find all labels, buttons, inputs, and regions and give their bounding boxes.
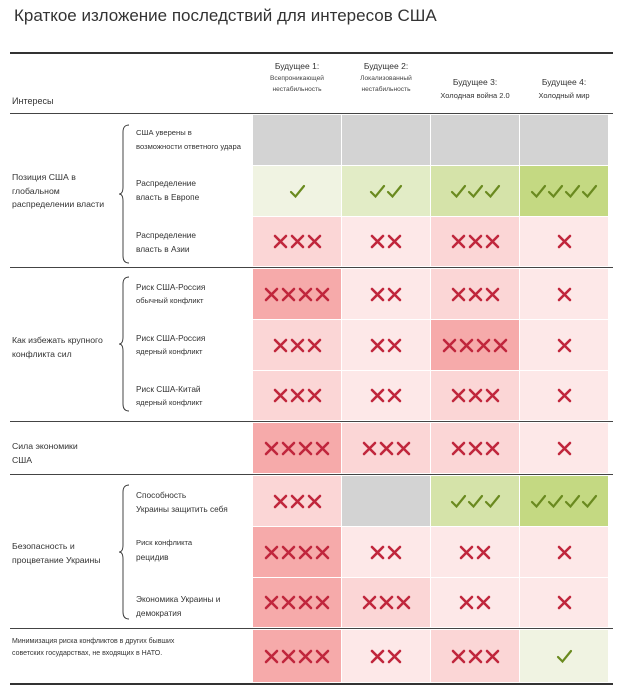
top-rule bbox=[10, 52, 613, 54]
cross-icon bbox=[450, 649, 467, 664]
grid-cell bbox=[253, 527, 341, 577]
cross-icon bbox=[280, 595, 297, 610]
group-label-avoid-conflict: Как избежать крупного конфликта сил bbox=[12, 335, 103, 359]
grid-cell bbox=[431, 320, 519, 370]
grid-cell bbox=[342, 630, 430, 682]
group-label-ukraine: Безопасность и процветание Украины bbox=[12, 541, 101, 565]
row-label-line: Экономика Украины и bbox=[136, 594, 221, 604]
cross-icon bbox=[280, 441, 297, 456]
cross-icon bbox=[306, 388, 323, 403]
grid-cell bbox=[342, 527, 430, 577]
grid-cell bbox=[520, 115, 608, 165]
row-label-line: США уверены в bbox=[136, 128, 192, 137]
row-label-europe bbox=[136, 176, 251, 204]
cross-icon bbox=[314, 441, 331, 456]
group-rule bbox=[10, 421, 613, 422]
grid-cell bbox=[253, 578, 341, 627]
row-label-us-russia-conv bbox=[136, 280, 251, 308]
cross-icon bbox=[263, 287, 280, 302]
grid-cell bbox=[342, 269, 430, 319]
cross-icon bbox=[467, 441, 484, 456]
cross-icon bbox=[314, 287, 331, 302]
row-label-retaliation bbox=[136, 126, 251, 154]
row-label-relapse bbox=[136, 536, 251, 564]
cross-icon bbox=[280, 545, 297, 560]
cross-icon bbox=[386, 649, 403, 664]
cross-icon bbox=[289, 234, 306, 249]
row-label-line: Риск США-Россия bbox=[136, 333, 206, 343]
cross-icon bbox=[386, 545, 403, 560]
cross-icon bbox=[272, 338, 289, 353]
cross-icon bbox=[297, 441, 314, 456]
cross-icon bbox=[484, 649, 501, 664]
cross-icon bbox=[467, 388, 484, 403]
check-icon bbox=[547, 494, 564, 509]
grid-cell bbox=[520, 166, 608, 216]
cross-icon bbox=[306, 338, 323, 353]
bottom-rule bbox=[10, 683, 613, 685]
cross-icon bbox=[263, 441, 280, 456]
cross-icon bbox=[297, 595, 314, 610]
grid-cell bbox=[342, 115, 430, 165]
cross-icon bbox=[386, 388, 403, 403]
grid-cell bbox=[431, 269, 519, 319]
cross-icon bbox=[475, 545, 492, 560]
cross-icon bbox=[263, 649, 280, 664]
cross-icon bbox=[450, 388, 467, 403]
grid-cell bbox=[520, 423, 608, 473]
cross-icon bbox=[272, 234, 289, 249]
grid-cell bbox=[431, 476, 519, 526]
grid-cell bbox=[431, 630, 519, 682]
cross-icon bbox=[556, 545, 573, 560]
future-2-desc-2: нестабильность bbox=[361, 86, 411, 93]
row-label-line: возможности ответного удара bbox=[136, 142, 241, 151]
check-icon bbox=[467, 184, 484, 199]
row-label-line: Риск США-Китай bbox=[136, 384, 201, 394]
check-icon bbox=[530, 494, 547, 509]
cross-icon bbox=[556, 388, 573, 403]
row-label-line: ядерный конфликт bbox=[136, 347, 203, 356]
cross-icon bbox=[386, 234, 403, 249]
cross-icon bbox=[361, 595, 378, 610]
grid-cell bbox=[520, 217, 608, 266]
cross-icon bbox=[475, 595, 492, 610]
future-3-desc: Холодная война 2.0 bbox=[440, 91, 510, 100]
grid-cell bbox=[431, 578, 519, 627]
check-icon bbox=[556, 649, 573, 664]
future-1-desc-2: нестабильность bbox=[272, 86, 322, 93]
cross-icon bbox=[361, 441, 378, 456]
cross-icon bbox=[378, 441, 395, 456]
row-label-line: Украины защитить себя bbox=[136, 504, 228, 514]
cross-icon bbox=[280, 287, 297, 302]
check-icon bbox=[289, 184, 306, 199]
grid-cell bbox=[342, 371, 430, 420]
group-rule bbox=[10, 628, 613, 629]
row-label-asia bbox=[136, 228, 251, 256]
cross-icon bbox=[297, 287, 314, 302]
grid-cell bbox=[253, 630, 341, 682]
cross-icon bbox=[297, 545, 314, 560]
cross-icon bbox=[314, 545, 331, 560]
group-label-economy: Сила экономики США bbox=[12, 441, 78, 465]
grid-cell bbox=[431, 115, 519, 165]
check-icon bbox=[484, 184, 501, 199]
grid-cell bbox=[520, 320, 608, 370]
cross-icon bbox=[556, 234, 573, 249]
cross-icon bbox=[467, 287, 484, 302]
cross-icon bbox=[314, 649, 331, 664]
future-3-name: Будущее 3: bbox=[452, 77, 498, 87]
cross-icon bbox=[369, 388, 386, 403]
row-label-line: власть в Европе bbox=[136, 192, 200, 202]
check-icon bbox=[369, 184, 386, 199]
row-label-line: обычный конфликт bbox=[136, 296, 204, 305]
grid-cell bbox=[253, 115, 341, 165]
grid-cell bbox=[431, 217, 519, 266]
cross-icon bbox=[450, 234, 467, 249]
group-rule bbox=[10, 474, 613, 475]
cross-icon bbox=[369, 545, 386, 560]
future-1-desc-1: Всепроникающей bbox=[270, 75, 324, 82]
cross-icon bbox=[556, 287, 573, 302]
cross-icon bbox=[450, 287, 467, 302]
grid-cell bbox=[253, 476, 341, 526]
cross-icon bbox=[306, 234, 323, 249]
cross-icon bbox=[450, 441, 467, 456]
cross-icon bbox=[386, 338, 403, 353]
check-icon bbox=[530, 184, 547, 199]
grid-cell bbox=[431, 371, 519, 420]
grid-cell bbox=[342, 578, 430, 627]
future-2-desc-1: Локализованный bbox=[360, 75, 412, 82]
cross-icon bbox=[458, 595, 475, 610]
row-label-line: власть в Азии bbox=[136, 244, 190, 254]
grid-cell bbox=[342, 166, 430, 216]
cross-icon bbox=[369, 234, 386, 249]
cross-icon bbox=[369, 649, 386, 664]
cross-icon bbox=[467, 234, 484, 249]
grid-cell bbox=[431, 166, 519, 216]
future-4-name: Будущее 4: bbox=[541, 77, 587, 87]
check-icon bbox=[547, 184, 564, 199]
interests-header: Интересы bbox=[12, 96, 54, 106]
grid-cell bbox=[431, 423, 519, 473]
check-icon bbox=[450, 494, 467, 509]
group-brace bbox=[118, 276, 130, 412]
row-label-line: демократия bbox=[136, 608, 182, 618]
cross-icon bbox=[369, 338, 386, 353]
page-title: Краткое изложение последствий для интересов США bbox=[14, 6, 437, 25]
check-icon bbox=[564, 494, 581, 509]
grid-cell bbox=[520, 578, 608, 627]
future-2-header bbox=[342, 60, 430, 110]
row-label-line: Распределение bbox=[136, 230, 197, 240]
cross-icon bbox=[386, 287, 403, 302]
grid-cell bbox=[253, 320, 341, 370]
grid-cell bbox=[342, 476, 430, 526]
row-label-line: Риск США-Россия bbox=[136, 282, 206, 292]
row-label-line: Способность bbox=[136, 490, 187, 500]
check-icon bbox=[581, 494, 598, 509]
row-label-line: Риск конфликта bbox=[136, 538, 193, 547]
check-icon bbox=[484, 494, 501, 509]
grid-cell bbox=[342, 320, 430, 370]
cross-icon bbox=[484, 441, 501, 456]
cross-icon bbox=[484, 287, 501, 302]
grid-cell bbox=[520, 269, 608, 319]
grid-cell bbox=[520, 630, 608, 682]
grid-cell bbox=[520, 527, 608, 577]
cross-icon bbox=[492, 338, 509, 353]
future-2-name: Будущее 2: bbox=[363, 61, 409, 71]
cross-icon bbox=[556, 338, 573, 353]
cross-icon bbox=[395, 595, 412, 610]
grid-cell bbox=[520, 476, 608, 526]
cross-icon bbox=[369, 287, 386, 302]
cross-icon bbox=[263, 595, 280, 610]
cross-icon bbox=[458, 545, 475, 560]
cross-icon bbox=[475, 338, 492, 353]
grid-cell bbox=[253, 166, 341, 216]
group-label-other-states: Минимизация риска конфликтов в других бывших советских государствах, не входящих в НАТО. bbox=[12, 638, 175, 657]
cross-icon bbox=[467, 649, 484, 664]
cross-icon bbox=[395, 441, 412, 456]
cross-icon bbox=[306, 494, 323, 509]
grid-cell bbox=[253, 269, 341, 319]
cross-icon bbox=[484, 388, 501, 403]
row-label-line: ядерный конфликт bbox=[136, 398, 203, 407]
cross-icon bbox=[297, 649, 314, 664]
future-4-desc: Холодный мир bbox=[538, 91, 590, 100]
cross-icon bbox=[272, 494, 289, 509]
group-rule bbox=[10, 267, 613, 268]
cross-icon bbox=[556, 441, 573, 456]
group-brace bbox=[118, 484, 130, 620]
row-label-ukraine-economy bbox=[136, 592, 251, 620]
group-brace bbox=[118, 124, 130, 264]
cross-icon bbox=[289, 388, 306, 403]
check-icon bbox=[581, 184, 598, 199]
future-1-name: Будущее 1: bbox=[274, 61, 320, 71]
cross-icon bbox=[314, 595, 331, 610]
row-label-line: Распределение bbox=[136, 178, 197, 188]
group-label-global-power: Позиция США в глобальном распределении власти bbox=[12, 172, 105, 209]
grid-cell bbox=[431, 527, 519, 577]
cross-icon bbox=[441, 338, 458, 353]
cross-icon bbox=[289, 494, 306, 509]
grid-cell bbox=[253, 423, 341, 473]
check-icon bbox=[467, 494, 484, 509]
future-1-header bbox=[253, 60, 341, 110]
cross-icon bbox=[556, 595, 573, 610]
check-icon bbox=[386, 184, 403, 199]
cross-icon bbox=[263, 545, 280, 560]
cross-icon bbox=[458, 338, 475, 353]
check-icon bbox=[564, 184, 581, 199]
grid-cell bbox=[253, 217, 341, 266]
cross-icon bbox=[289, 338, 306, 353]
grid-cell bbox=[342, 423, 430, 473]
grid-cell bbox=[342, 217, 430, 266]
row-label-ukraine-defense bbox=[136, 488, 251, 516]
cross-icon bbox=[484, 234, 501, 249]
cross-icon bbox=[378, 595, 395, 610]
row-label-us-russia-nuclear bbox=[136, 331, 251, 359]
grid-cell bbox=[520, 371, 608, 420]
grid-cell bbox=[253, 371, 341, 420]
cross-icon bbox=[272, 388, 289, 403]
check-icon bbox=[450, 184, 467, 199]
cross-icon bbox=[280, 649, 297, 664]
row-label-us-china-nuclear bbox=[136, 382, 251, 410]
row-label-line: рецидив bbox=[136, 552, 169, 562]
